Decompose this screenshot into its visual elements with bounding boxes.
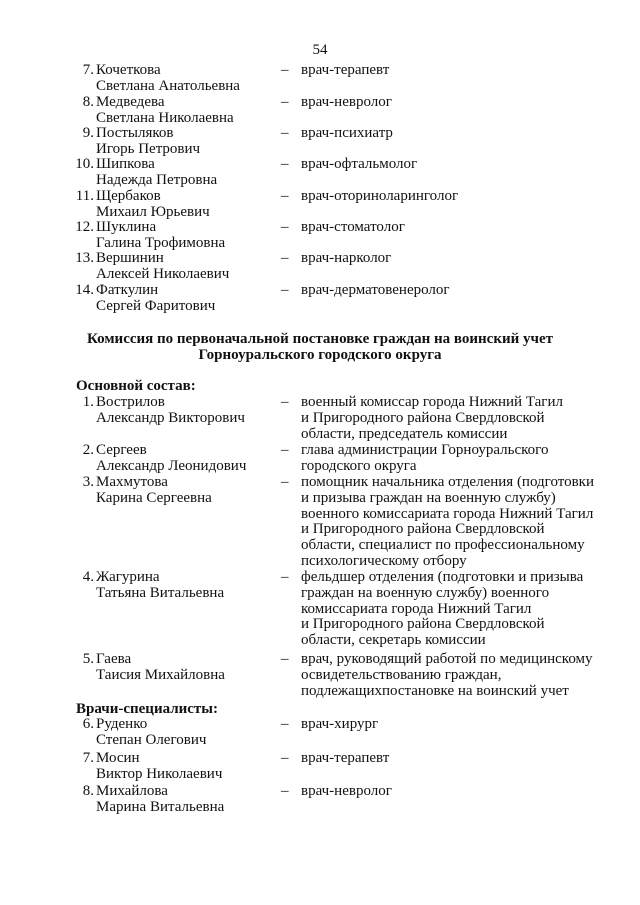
surname: Медведева <box>96 94 165 110</box>
position-line: военный комиссар города Нижний Тагил <box>301 394 563 410</box>
item-number: 10. <box>75 156 94 172</box>
surname: Сергеев <box>96 442 147 458</box>
position-line: граждан на военную службу) военного <box>301 584 550 601</box>
surname: Вершинин <box>96 250 164 266</box>
commission-title-line: Комиссия по первоначальной постановке граждан на воинский учет <box>87 331 553 347</box>
item-number: 7. <box>82 750 94 766</box>
dash: – <box>281 442 289 458</box>
position <box>301 126 606 142</box>
position <box>301 395 606 442</box>
surname: Шипкова <box>96 156 155 172</box>
dash: – <box>281 750 289 766</box>
position-line: врач-хирург <box>301 716 379 732</box>
position-line: врач-невролог <box>301 94 392 110</box>
position <box>301 283 606 299</box>
person-name <box>96 570 276 602</box>
position-line: психологическому отбору <box>301 552 467 569</box>
position-line: врач, руководящий работой по медицинскому <box>301 651 593 667</box>
position-line: врач-терапевт <box>301 62 390 78</box>
item-number: 5. <box>82 651 94 667</box>
item-number: 1. <box>82 394 94 410</box>
dash: – <box>281 250 289 266</box>
dash: – <box>281 156 289 172</box>
dash: – <box>281 651 289 667</box>
item-number: 11. <box>75 188 94 204</box>
dash: – <box>281 394 289 410</box>
position-line: врач-офтальмолог <box>301 156 418 172</box>
person-name <box>96 126 276 158</box>
position-line: глава администрации Горноуральского <box>301 442 549 458</box>
dash: – <box>281 62 289 78</box>
position <box>301 784 606 800</box>
person-name <box>96 189 276 221</box>
position <box>301 95 606 111</box>
surname: Фаткулин <box>96 282 159 298</box>
given-names: Надежда Петровна <box>96 171 218 188</box>
given-names: Степан Олегович <box>96 731 207 748</box>
surname: Жагурина <box>96 569 160 585</box>
given-names: Марина Витальевна <box>96 798 225 815</box>
doctors-label: Врачи-специалисты: <box>76 701 219 717</box>
position-line: комиссариата города Нижний Тагил <box>301 600 532 617</box>
position <box>301 251 606 267</box>
surname: Вострилов <box>96 394 165 410</box>
item-number: 3. <box>82 474 94 490</box>
dash: – <box>281 474 289 490</box>
person-name <box>96 157 276 189</box>
position-line: врач-невролог <box>301 783 392 799</box>
item-number: 8. <box>82 94 94 110</box>
position-line: области, секретарь комиссии <box>301 632 486 649</box>
position-line: врач-оториноларинголог <box>301 188 459 204</box>
position-line: врач-нарколог <box>301 250 392 266</box>
given-names: Александр Леонидович <box>96 457 247 474</box>
position <box>301 189 606 205</box>
item-number: 6. <box>82 716 94 732</box>
given-names: Татьяна Витальевна <box>96 584 225 601</box>
person-name <box>96 784 276 816</box>
position-line: врач-дерматовенеролог <box>301 282 450 298</box>
position-line: области, специалист по профессиональному <box>301 537 585 554</box>
given-names: Игорь Петрович <box>96 140 201 157</box>
person-name <box>96 251 276 283</box>
position-line: области, председатель комиссии <box>301 425 508 442</box>
position <box>301 475 606 570</box>
item-number: 13. <box>75 250 94 266</box>
position <box>301 652 606 699</box>
position-line: городского округа <box>301 457 417 474</box>
person-name <box>96 283 276 315</box>
item-number: 7. <box>82 62 94 78</box>
position <box>301 717 606 733</box>
position <box>301 751 606 767</box>
person-name <box>96 443 276 475</box>
surname: Руденко <box>96 716 148 732</box>
position-line: врач-терапевт <box>301 750 390 766</box>
position-line: и Пригородного района Свердловской <box>301 409 545 426</box>
given-names: Алексей Николаевич <box>96 265 230 282</box>
surname: Шуклина <box>96 219 157 235</box>
position <box>301 220 606 236</box>
position-line: и призыва граждан на военную службу) <box>301 489 556 506</box>
position <box>301 157 606 173</box>
person-name <box>96 475 276 507</box>
position-line: врач-психиатр <box>301 125 393 141</box>
position-line: подлежащихпостановке на воинский учет <box>301 682 569 699</box>
commission-title-line: Горноуральского городского округа <box>198 347 442 363</box>
given-names: Галина Трофимовна <box>96 234 226 251</box>
item-number: 9. <box>82 125 94 141</box>
person-name <box>96 63 276 95</box>
item-number: 2. <box>82 442 94 458</box>
item-number: 8. <box>82 783 94 799</box>
surname: Михайлова <box>96 783 168 799</box>
surname: Махмутова <box>96 474 168 490</box>
person-name <box>96 95 276 127</box>
dash: – <box>281 783 289 799</box>
given-names: Карина Сергеевна <box>96 489 212 506</box>
surname: Постыляков <box>96 125 174 141</box>
given-names: Виктор Николаевич <box>96 765 223 782</box>
position-line: помощник начальника отделения (подготовки <box>301 474 594 490</box>
main-composition-label: Основной состав: <box>76 378 196 394</box>
person-name <box>96 395 276 427</box>
commission-title <box>0 331 640 363</box>
person-name <box>96 652 276 684</box>
position-line: освидетельствованию граждан, <box>301 666 502 683</box>
given-names: Светлана Николаевна <box>96 109 234 126</box>
dash: – <box>281 188 289 204</box>
page-number: 54 <box>312 42 328 58</box>
person-name <box>96 220 276 252</box>
person-name <box>96 751 276 783</box>
given-names: Сергей Фаритович <box>96 297 216 314</box>
dash: – <box>281 219 289 235</box>
given-names: Светлана Анатольевна <box>96 77 240 94</box>
given-names: Александр Викторович <box>96 409 245 426</box>
surname: Щербаков <box>96 188 161 204</box>
dash: – <box>281 282 289 298</box>
surname: Гаева <box>96 651 132 667</box>
given-names: Михаил Юрьевич <box>96 203 210 220</box>
dash: – <box>281 125 289 141</box>
position-line: и Пригородного района Свердловской <box>301 616 545 633</box>
person-name <box>96 717 276 749</box>
position-line: врач-стоматолог <box>301 219 405 235</box>
item-number: 4. <box>82 569 94 585</box>
surname: Мосин <box>96 750 140 766</box>
item-number: 12. <box>75 219 94 235</box>
dash: – <box>281 569 289 585</box>
position <box>301 63 606 79</box>
position <box>301 443 606 475</box>
position-line: и Пригородного района Свердловской <box>301 521 545 538</box>
item-number: 14. <box>75 282 94 298</box>
position-line: фельдшер отделения (подготовки и призыва <box>301 569 584 585</box>
position <box>301 570 606 649</box>
given-names: Таисия Михайловна <box>96 666 225 683</box>
dash: – <box>281 716 289 732</box>
dash: – <box>281 94 289 110</box>
surname: Кочеткова <box>96 62 161 78</box>
position-line: военного комиссариата города Нижний Тагил <box>301 505 594 522</box>
